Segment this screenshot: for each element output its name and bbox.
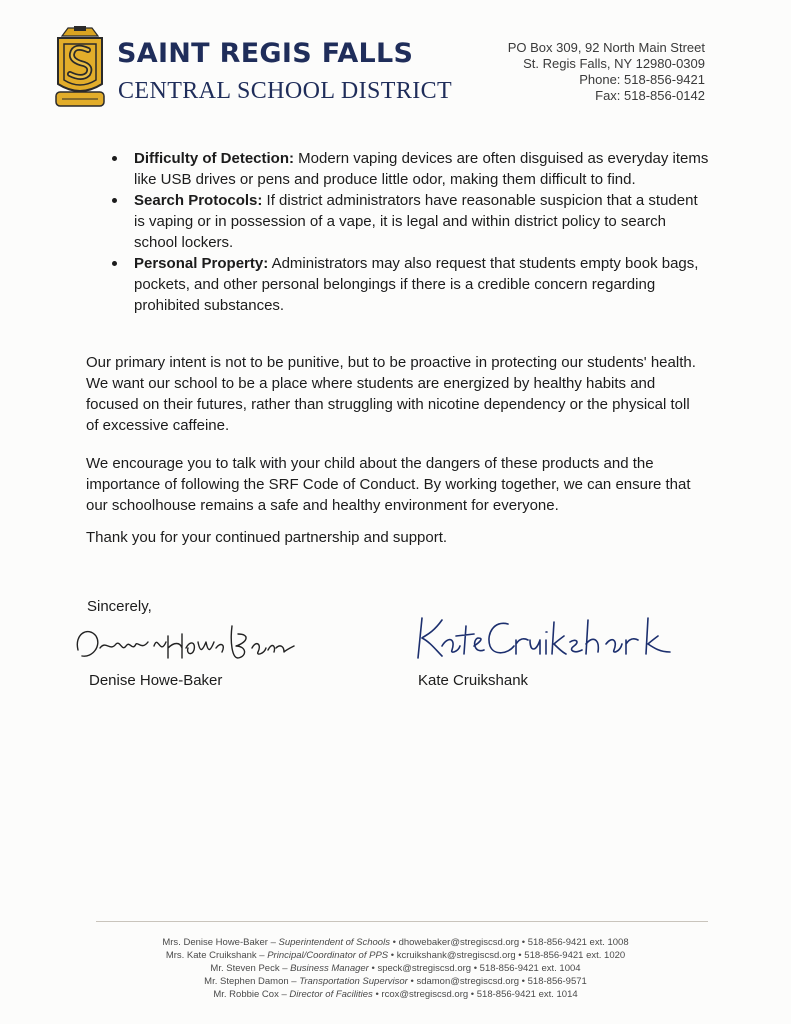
list-item — [110, 148, 710, 190]
bullet-icon — [112, 198, 117, 203]
staff-phone: 518-856-9421 ext. 1014 — [476, 989, 578, 1000]
staff-email[interactable]: sdamon@stregiscsd.org — [416, 976, 520, 987]
staff-email[interactable]: dhowebaker@stregiscsd.org — [398, 937, 520, 948]
footer-line: Mrs. Denise Howe-Baker – Superintendent of Schools • dhowebaker@stregiscsd.org • 518-856-9421 ext. 1008 — [162, 937, 629, 948]
fax-line: Fax: 518-856-0142 — [595, 88, 705, 103]
signature-denise-howe-baker — [70, 612, 300, 672]
staff-email[interactable]: rcox@stregiscsd.org — [381, 989, 469, 1000]
bullet-text: If district administrators have reasonable suspicion that a student is vaping or in possession of a vape, it is legal and within district policy to search school lockers. — [134, 192, 698, 251]
policy-bullet-list — [110, 148, 710, 316]
address-line: PO Box 309, 92 North Main Street — [507, 40, 705, 55]
staff-phone: 518-856-9421 ext. 1020 — [524, 950, 626, 961]
staff-name: Mrs. Denise Howe-Baker — [162, 937, 268, 948]
footer-line: Mr. Steven Peck – Business Manager • speck@stregiscsd.org • 518-856-9421 ext. 1004 — [210, 963, 581, 974]
staff-role: Superintendent of Schools — [278, 937, 390, 948]
staff-role: Transportation Supervisor — [299, 976, 408, 987]
staff-phone: 518-856-9571 — [527, 976, 587, 987]
staff-email[interactable]: speck@stregiscsd.org — [377, 963, 472, 974]
bullet-title: Search Protocols: — [134, 192, 263, 209]
signer-name: Kate Cruikshank — [418, 672, 529, 689]
district-name: SAINT REGIS FALLS — [117, 38, 414, 69]
staff-name: Mr. Steven Peck — [210, 963, 280, 974]
thank-you-line: Thank you for your continued partnership and support. — [86, 529, 448, 546]
staff-phone: 518-856-9421 ext. 1004 — [479, 963, 581, 974]
staff-name: Mrs. Kate Cruikshank — [165, 950, 257, 961]
list-item — [110, 190, 710, 253]
bullet-text: Modern vaping devices are often disguised as everyday items like USB drives or pens and produce little odor, making them difficult to find. — [134, 150, 709, 188]
signature-kate-cruikshank — [408, 606, 688, 670]
bullet-title: Personal Property: — [134, 255, 269, 272]
closing: Sincerely, — [87, 598, 152, 615]
phone-line: Phone: 518-856-9421 — [579, 72, 705, 87]
list-item — [110, 253, 710, 316]
bullet-title: Difficulty of Detection: — [134, 150, 294, 167]
staff-email[interactable]: kcruikshank@stregiscsd.org — [396, 950, 516, 961]
footer-line: Mr. Stephen Damon – Transportation Supervisor • sdamon@stregiscsd.org • 518-856-9571 — [204, 976, 587, 987]
footer-divider — [96, 921, 708, 922]
staff-role: Director of Facilities — [289, 989, 373, 1000]
body-paragraph: Our primary intent is not to be punitive, but to be proactive in protecting our students' health. We want our school to be a place where students are energized by healthy habits and focused on their futures, rather than struggling with nicotine dependency or the physical toll of excessive caffeine. — [86, 354, 696, 434]
school-crest-icon — [54, 26, 106, 112]
body-paragraph: We encourage you to talk with your child about the dangers of these products and the importance of following the SRF Code of Conduct. By working together, we can ensure that our schoolhouse remains a safe and healthy environment for everyone. — [86, 455, 691, 514]
staff-role: Business Manager — [290, 963, 369, 974]
footer-line: Mrs. Kate Cruikshank – Principal/Coordinator of PPS • kcruikshank@stregiscsd.org • 518-856-9421 ext. 1020 — [165, 950, 626, 961]
staff-name: Mr. Stephen Damon — [204, 976, 289, 987]
district-subtitle: CENTRAL SCHOOL DISTRICT — [118, 78, 453, 104]
district-address — [508, 40, 705, 104]
bullet-icon — [112, 156, 117, 161]
bullet-text: Administrators may also request that students empty book bags, pockets, and other personal belongings if there is a credible concern regarding prohibited substances. — [134, 255, 699, 314]
bullet-icon — [112, 261, 117, 266]
staff-phone: 518-856-9421 ext. 1008 — [527, 937, 629, 948]
staff-directory-footer — [0, 936, 791, 1001]
address-line: St. Regis Falls, NY 12980-0309 — [523, 56, 705, 71]
staff-name: Mr. Robbie Cox — [213, 989, 279, 1000]
footer-line: Mr. Robbie Cox – Director of Facilities • rcox@stregiscsd.org • 518-856-9421 ext. 1014 — [213, 989, 578, 1000]
signer-name: Denise Howe-Baker — [89, 672, 223, 689]
staff-role: Principal/Coordinator of PPS — [267, 950, 389, 961]
